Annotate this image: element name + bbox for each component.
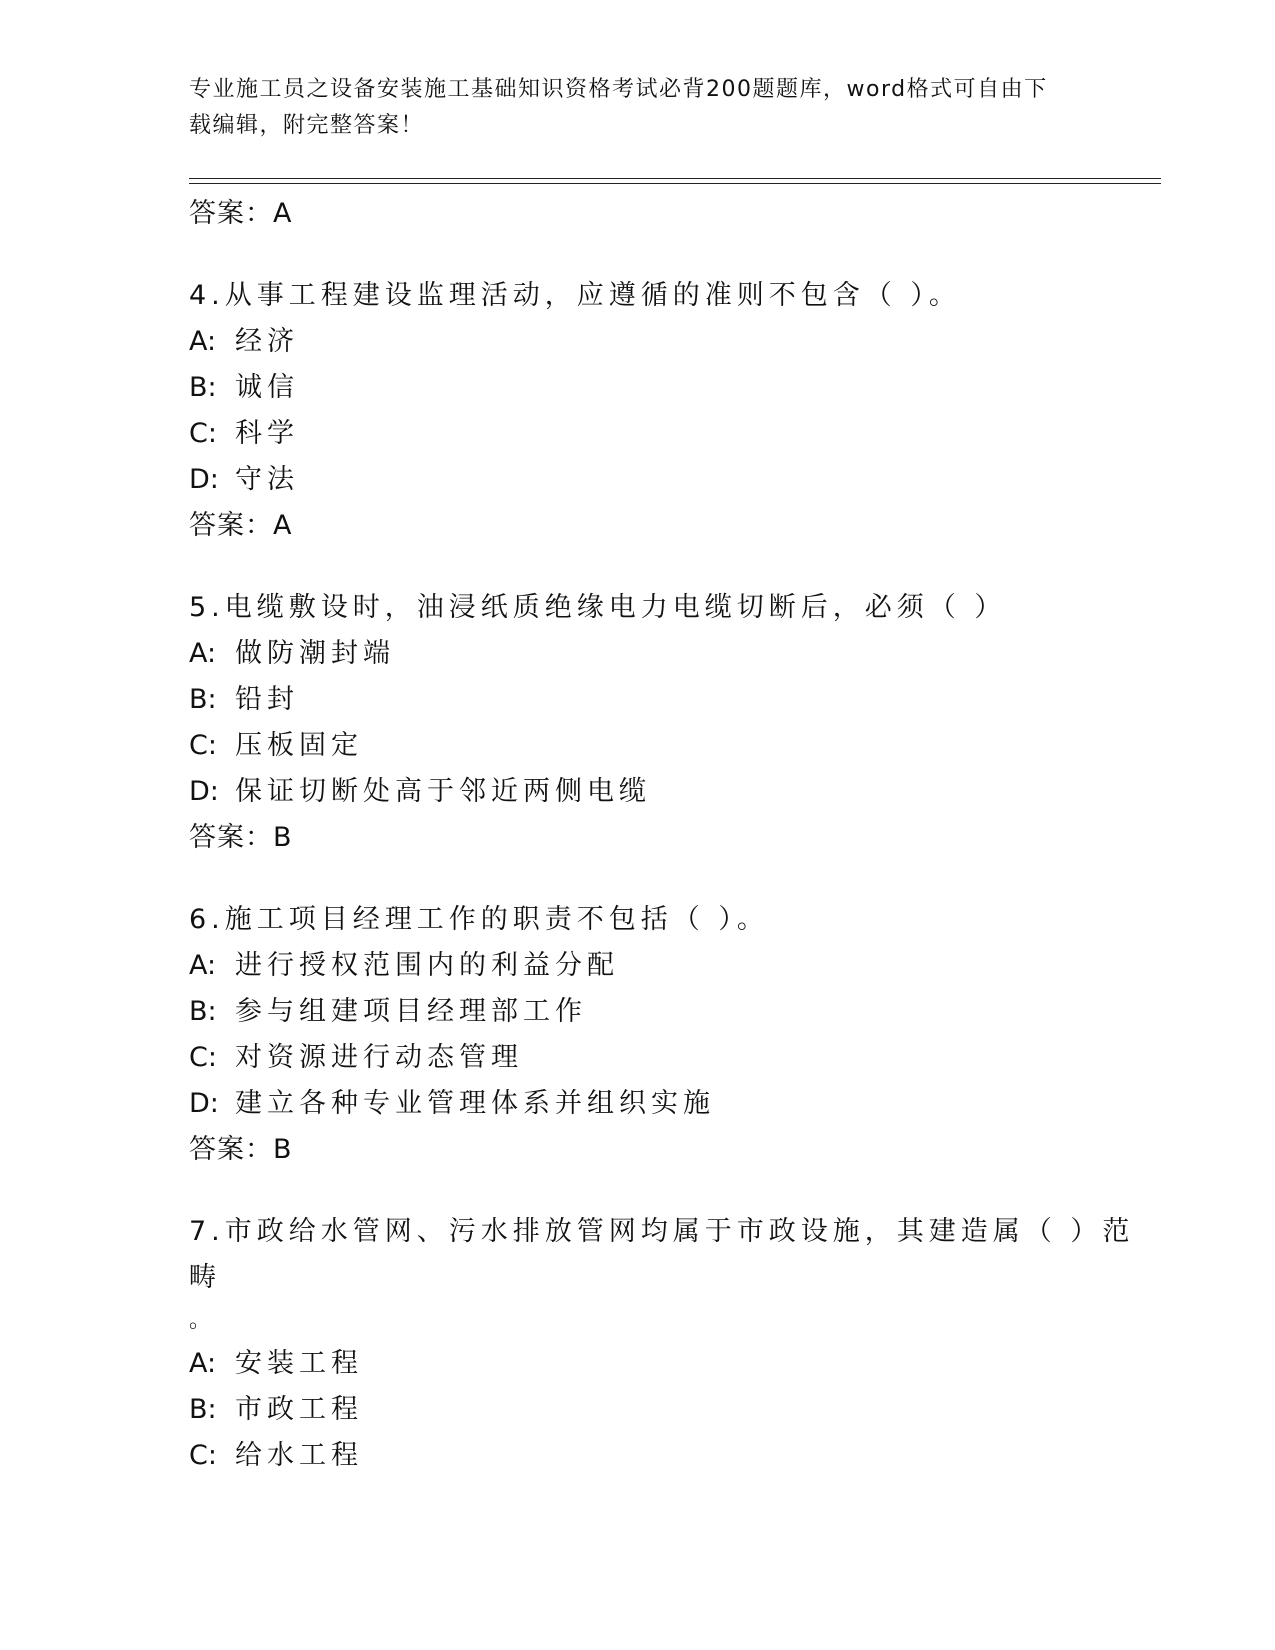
option-label: B: bbox=[189, 684, 217, 715]
answer-option bbox=[189, 723, 1149, 769]
question-title bbox=[189, 1209, 1149, 1341]
answer-option bbox=[189, 1433, 1149, 1479]
answer-option bbox=[189, 1341, 1149, 1387]
option-label: A: bbox=[189, 950, 217, 981]
answer-option bbox=[189, 365, 1149, 411]
option-label: C: bbox=[189, 418, 217, 449]
option-text: 市政工程 bbox=[235, 1394, 363, 1425]
option-text: 安装工程 bbox=[235, 1348, 363, 1379]
option-text: 保证切断处高于邻近两侧电缆 bbox=[235, 776, 651, 807]
question-block bbox=[189, 273, 1149, 549]
answer-option bbox=[189, 943, 1149, 989]
option-label: B: bbox=[189, 1394, 217, 1425]
answer-line: 答案：A bbox=[189, 510, 293, 541]
option-text: 压板固定 bbox=[235, 730, 363, 761]
option-label: D: bbox=[189, 1088, 219, 1119]
header-divider-bottom bbox=[189, 183, 1161, 184]
question-text: 5.电缆敷设时，油浸纸质绝缘电力电缆切断后，必须（ ） bbox=[189, 592, 1007, 623]
option-text: 经济 bbox=[235, 326, 299, 357]
question-title bbox=[189, 585, 1149, 631]
option-label: B: bbox=[189, 996, 217, 1027]
option-label: A: bbox=[189, 1348, 217, 1379]
answer-option bbox=[189, 769, 1149, 815]
option-text: 参与组建项目经理部工作 bbox=[235, 996, 587, 1027]
answer-option bbox=[189, 631, 1149, 677]
answer-line: 答案：A bbox=[189, 198, 293, 229]
question-title bbox=[189, 897, 1149, 943]
answer-option bbox=[189, 1035, 1149, 1081]
option-label: D: bbox=[189, 776, 219, 807]
answer-line: 答案：B bbox=[189, 822, 293, 853]
answer-line: 答案：B bbox=[189, 1134, 293, 1165]
question-list bbox=[189, 191, 1149, 1479]
answer-option bbox=[189, 1387, 1149, 1433]
option-text: 诚信 bbox=[235, 372, 299, 403]
question-block bbox=[189, 585, 1149, 861]
option-label: C: bbox=[189, 1440, 217, 1471]
option-label: D: bbox=[189, 464, 219, 495]
option-label: A: bbox=[189, 638, 217, 669]
answer-option bbox=[189, 677, 1149, 723]
option-text: 建立各种专业管理体系并组织实施 bbox=[235, 1088, 715, 1119]
answer-option bbox=[189, 457, 1149, 503]
question-block bbox=[189, 897, 1149, 1173]
option-text: 给水工程 bbox=[235, 1440, 363, 1471]
option-text: 进行授权范围内的利益分配 bbox=[235, 950, 619, 981]
question-text-continuation: 。 bbox=[189, 1308, 212, 1333]
question-text: 6.施工项目经理工作的职责不包括（ ）。 bbox=[189, 904, 769, 935]
answer-option bbox=[189, 319, 1149, 365]
header-divider-top bbox=[189, 178, 1161, 179]
document-header: 专业施工员之设备安装施工基础知识资格考试必背200题题库，word格式可自由下载编辑，附完整答案！ bbox=[189, 77, 1048, 138]
option-text: 对资源进行动态管理 bbox=[235, 1042, 523, 1073]
question-text: 7.市政给水管网、污水排放管网均属于市政设施，其建造属（ ）范畴 bbox=[189, 1216, 1135, 1293]
answer-option bbox=[189, 1081, 1149, 1127]
answer-option bbox=[189, 411, 1149, 457]
option-text: 守法 bbox=[235, 464, 299, 495]
option-text: 铅封 bbox=[235, 684, 299, 715]
option-label: B: bbox=[189, 372, 217, 403]
question-block bbox=[189, 1209, 1149, 1479]
option-text: 做防潮封端 bbox=[235, 638, 395, 669]
question-text: 4.从事工程建设监理活动，应遵循的准则不包含（ ）。 bbox=[189, 280, 961, 311]
option-label: C: bbox=[189, 1042, 217, 1073]
option-label: C: bbox=[189, 730, 217, 761]
question-title bbox=[189, 273, 1149, 319]
answer-option bbox=[189, 989, 1149, 1035]
option-label: A: bbox=[189, 326, 217, 357]
option-text: 科学 bbox=[235, 418, 299, 449]
